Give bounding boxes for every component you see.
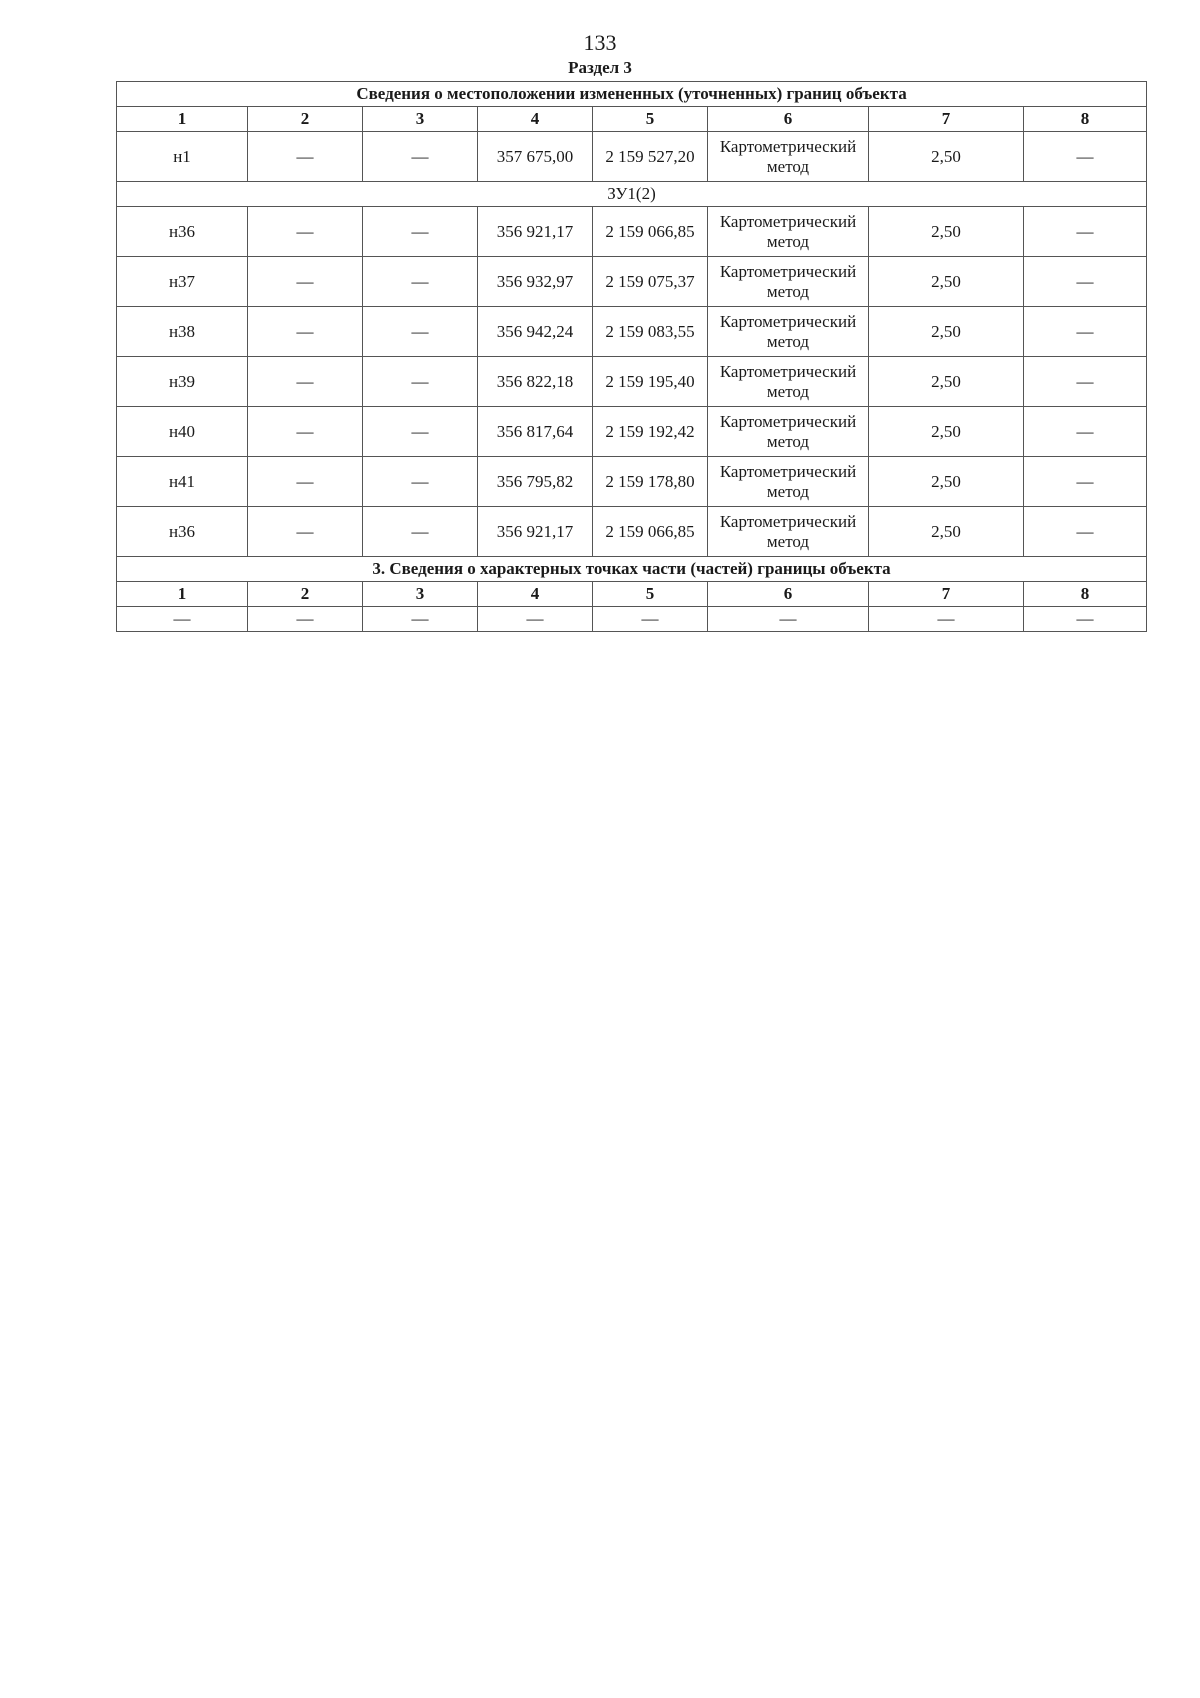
table-title-row — [117, 82, 1147, 107]
page-number: 133 — [583, 30, 617, 55]
column-header-2: 2 — [248, 582, 363, 607]
table-header-row — [117, 107, 1147, 132]
column-header-4: 4 — [478, 107, 593, 132]
table-cell: 356 921,17 — [478, 507, 593, 557]
table-cell: 2 159 075,37 — [593, 257, 708, 307]
table-cell: — — [363, 257, 478, 307]
table-cell: 2,50 — [869, 407, 1024, 457]
table-cell: 2 159 192,42 — [593, 407, 708, 457]
table-cell: — — [363, 357, 478, 407]
table-cell: — — [1024, 207, 1147, 257]
column-header-5: 5 — [593, 107, 708, 132]
method-cell: Картометрический метод — [708, 457, 869, 507]
method-cell: Картометрический метод — [708, 207, 869, 257]
table-cell: — — [248, 257, 363, 307]
table-cell: — — [117, 607, 248, 632]
table-cell: — — [363, 607, 478, 632]
table-cell: н38 — [117, 307, 248, 357]
group-label: ЗУ1(2) — [117, 182, 1147, 207]
table-cell: 2,50 — [869, 207, 1024, 257]
boundary-table — [116, 81, 1147, 632]
method-cell: Картометрический метод — [708, 357, 869, 407]
column-header-2: 2 — [248, 107, 363, 132]
table-cell: — — [708, 607, 869, 632]
table-cell: 2 159 083,55 — [593, 307, 708, 357]
table-cell: — — [363, 307, 478, 357]
table-cell: — — [1024, 257, 1147, 307]
table-row — [117, 457, 1147, 507]
table-cell: — — [248, 207, 363, 257]
table-cell: 356 822,18 — [478, 357, 593, 407]
table-cell: — — [478, 607, 593, 632]
table-cell: — — [363, 407, 478, 457]
table-cell: — — [248, 357, 363, 407]
table-cell: 2,50 — [869, 132, 1024, 182]
table-header-row-2 — [117, 582, 1147, 607]
table-cell: 356 921,17 — [478, 207, 593, 257]
table-cell: н1 — [117, 132, 248, 182]
table-title-row-2 — [117, 557, 1147, 582]
table-cell: — — [248, 457, 363, 507]
table-cell: 2,50 — [869, 507, 1024, 557]
table-cell: 357 675,00 — [478, 132, 593, 182]
table-cell: 2 159 527,20 — [593, 132, 708, 182]
table-row — [117, 357, 1147, 407]
column-header-7: 7 — [869, 107, 1024, 132]
table-cell: — — [593, 607, 708, 632]
table-row — [117, 132, 1147, 182]
table-title: Сведения о местоположении измененных (уточненных) границ объекта — [117, 82, 1147, 107]
method-cell: Картометрический метод — [708, 507, 869, 557]
table-cell: 356 817,64 — [478, 407, 593, 457]
table-cell: н41 — [117, 457, 248, 507]
table-cell: — — [869, 607, 1024, 632]
method-cell: Картометрический метод — [708, 407, 869, 457]
table-row — [117, 307, 1147, 357]
table-cell: 356 942,24 — [478, 307, 593, 357]
table-cell: — — [248, 307, 363, 357]
table-cell: 2,50 — [869, 257, 1024, 307]
empty-row — [117, 607, 1147, 632]
method-cell: Картометрический метод — [708, 307, 869, 357]
column-header-1: 1 — [117, 582, 248, 607]
table-cell: н36 — [117, 507, 248, 557]
column-header-4: 4 — [478, 582, 593, 607]
table-row — [117, 207, 1147, 257]
table-cell: — — [363, 132, 478, 182]
table-cell: — — [1024, 307, 1147, 357]
table-cell: 2 159 178,80 — [593, 457, 708, 507]
table-cell: — — [248, 507, 363, 557]
table-cell: — — [363, 507, 478, 557]
table-cell: — — [248, 407, 363, 457]
table-cell: 356 932,97 — [478, 257, 593, 307]
column-header-1: 1 — [117, 107, 248, 132]
table-row — [117, 257, 1147, 307]
table-cell: 2 159 066,85 — [593, 207, 708, 257]
table-cell: 356 795,82 — [478, 457, 593, 507]
column-header-8: 8 — [1024, 107, 1147, 132]
table-cell: — — [1024, 457, 1147, 507]
table-cell: 2,50 — [869, 457, 1024, 507]
column-header-3: 3 — [363, 582, 478, 607]
table-cell: н37 — [117, 257, 248, 307]
table-cell: — — [248, 132, 363, 182]
column-header-5: 5 — [593, 582, 708, 607]
table-cell: н40 — [117, 407, 248, 457]
column-header-3: 3 — [363, 107, 478, 132]
column-header-6: 6 — [708, 582, 869, 607]
table-cell: — — [1024, 357, 1147, 407]
table-cell: 2,50 — [869, 357, 1024, 407]
table-cell: — — [1024, 507, 1147, 557]
table-cell: — — [363, 457, 478, 507]
method-cell: Картометрический метод — [708, 132, 869, 182]
column-header-7: 7 — [869, 582, 1024, 607]
table-cell: н39 — [117, 357, 248, 407]
table-row — [117, 507, 1147, 557]
table-cell: 2 159 195,40 — [593, 357, 708, 407]
table-cell: — — [1024, 407, 1147, 457]
table-row — [117, 407, 1147, 457]
column-header-8: 8 — [1024, 582, 1147, 607]
table-cell: — — [248, 607, 363, 632]
table-body — [117, 82, 1147, 632]
table-cell: н36 — [117, 207, 248, 257]
group-label-row — [117, 182, 1147, 207]
table-cell: — — [1024, 607, 1147, 632]
table-title-2: 3. Сведения о характерных точках части (частей) границы объекта — [117, 557, 1147, 582]
table-cell: 2,50 — [869, 307, 1024, 357]
table-cell: — — [363, 207, 478, 257]
table-cell: — — [1024, 132, 1147, 182]
column-header-6: 6 — [708, 107, 869, 132]
section-title: Раздел 3 — [568, 58, 632, 77]
method-cell: Картометрический метод — [708, 257, 869, 307]
table-cell: 2 159 066,85 — [593, 507, 708, 557]
